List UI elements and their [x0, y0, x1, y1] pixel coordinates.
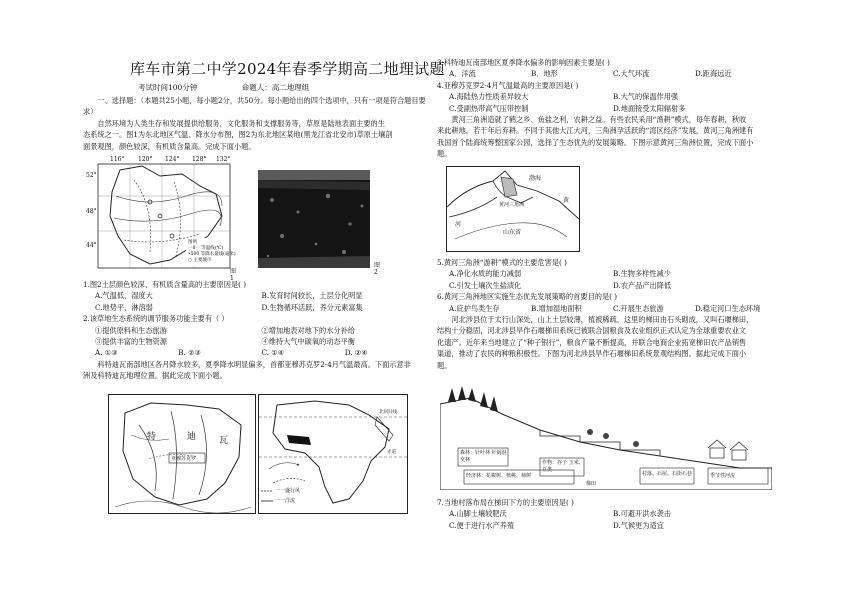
q2-stem: 2.该草地生态系统的调节服务功能主要有（ ）: [83, 314, 229, 324]
intro-3c: 我国首个陆海统筹整国家公园，选择了生态优先的发展策略。下图示意黄河三角洲位置，完成下面小: [437, 137, 754, 147]
page-title: 库车市第二中学2024年春季学期高二地理试题: [130, 60, 445, 78]
figure-5-terrace-diagram: [440, 384, 772, 490]
q2-option-a[interactable]: A. ①③: [95, 348, 118, 358]
q4-stem: 4.亚穆苏克罗2-4月气温最高的主要原因是( ): [437, 80, 579, 90]
q7-stem: 7.当地村落布局在梯田下方的主要原因是( ): [437, 498, 574, 507]
label-crops: 作物：谷子 玉米、豆类: [542, 460, 584, 473]
intro-4c: 化遗产。近年来当地建立了“种子银行”，粮食产量不断提高，并联合电商企业拓宽梯田农产品销售: [437, 337, 747, 347]
q3-option-a[interactable]: A．洋流: [449, 69, 476, 79]
intro-1c: 面景观图，颜色较深，有机质含量高。完成下面小题。: [83, 141, 256, 151]
lat-label-3: 44°: [86, 242, 97, 249]
q2-items: [83, 325, 428, 348]
fig1-legend: [188, 240, 236, 264]
intro-3a: 黄河三角洲造就了鹤之乡、鱼盐之利，农耕之益。有些农民采用“渔耕”模式，每年春耕，秋收: [451, 115, 747, 125]
label-wa: 瓦: [219, 436, 229, 446]
q3-option-c[interactable]: C.大气环流: [613, 69, 650, 79]
fig2-caption: 图2: [374, 262, 381, 276]
legend-title: 图例: [188, 240, 197, 245]
label-tropic: 北回归线: [379, 410, 397, 415]
q2-item-1: ①提供原料和生态旅游: [95, 325, 167, 335]
exam-meta: [138, 82, 351, 93]
lon-label-4: 128°: [192, 156, 207, 163]
q5-option-d[interactable]: D.农产品产出降低: [613, 280, 672, 290]
label-yamoussoukro: 亚穆苏克罗: [171, 456, 197, 462]
legend-isotherm: 一8一 等温线(℃): [188, 246, 224, 251]
q2-item-2: ②增加地表对地下的水分补给: [261, 325, 355, 335]
intro-1: 自然环境为人类生存和发展提供给服务，文化服务和支撑服务等，草原是陆地表面主要的生: [97, 118, 385, 128]
lat-label-2: 48°: [86, 208, 97, 215]
q7-option-a[interactable]: A.山脚土壤较肥沃: [449, 509, 507, 519]
lon-label-2: 120°: [138, 156, 153, 163]
q7-option-d[interactable]: D.气候更为适宜: [613, 520, 664, 530]
q7-option-c[interactable]: C.便于进行水产养殖: [449, 520, 515, 530]
figure-2-soil-photo: [258, 170, 381, 276]
q2-option-b[interactable]: B. ②③: [178, 348, 201, 358]
q1-options: [83, 290, 428, 313]
label-he: 河: [455, 221, 462, 228]
q1-option-c[interactable]: C.地势平、淋溶弱: [95, 302, 153, 312]
q5-option-a[interactable]: A.净化水质的能力减弱: [449, 269, 522, 279]
q6-option-b[interactable]: B.增加湿地面积: [531, 303, 582, 313]
q4-option-d[interactable]: D.地面接受太阳辐射多: [613, 103, 686, 113]
figure-4-delta-map: [446, 166, 580, 252]
q3-option-d[interactable]: D.距海远近: [695, 69, 732, 79]
q4-option-c[interactable]: C.受副热带高气压带控制: [449, 103, 529, 113]
legend-current: 一一洋流: [275, 498, 296, 504]
q7-options: [437, 508, 777, 531]
q2-option-d[interactable]: D. ②④: [344, 348, 368, 358]
label-river: 季节性河流: [710, 473, 736, 479]
label-terrace: 梯田: [586, 481, 597, 487]
label-te: 特: [147, 432, 157, 442]
lon-label-3: 124°: [165, 156, 180, 163]
intro-4e: 题。: [437, 360, 452, 370]
intro-4a: 河北涉县位于太行山深处，山上土层较薄，植被稀疏，这里的梯田由石头砌成，又叫石堰梯田，: [451, 315, 754, 325]
q6-option-a[interactable]: A.庇护鸟类生存: [449, 303, 500, 313]
left-column: [83, 95, 428, 152]
q2-item-3: ③提供丰富的生物资源: [95, 337, 167, 347]
label-huang: 黄: [563, 197, 570, 204]
q6-stem: 6.黄河三角洲地区实施生态优先发展策略的首要目的是( ): [437, 292, 618, 302]
q1-option-b[interactable]: B.发育时间较长，土层分化明显: [261, 291, 363, 301]
q7-option-b[interactable]: B.可避开洪水袭击: [613, 509, 671, 519]
q6-options: [437, 303, 777, 314]
q4-option-a[interactable]: A.海陆热力性质差异较大: [449, 92, 529, 102]
left-questions-1-2: [83, 279, 428, 382]
right-column-middle: [437, 257, 777, 371]
q5-stem: 5.黄河三角洲“游耕”模式的主要危害是( ): [437, 258, 567, 267]
intro-1b: 态系统之一。图1为东北地区气温、降水分布图，图2为东北地区某地(黑龙江省北安市)草原土壤剖: [83, 130, 393, 140]
q6-option-c[interactable]: C.开展生态旅游: [613, 303, 664, 313]
label-shandong: 山东省: [503, 229, 522, 236]
q4-options: [437, 91, 777, 114]
label-economic-forest: 经济林：花椒树、核桃、柿树: [466, 473, 532, 479]
fig1-caption: 图1: [230, 268, 237, 282]
intro-3d: 题。: [437, 149, 452, 159]
q6-option-d[interactable]: D.稳定河口生态环境: [695, 303, 761, 313]
q2-item-4: ④维持大气中碳氧的动态平衡: [261, 337, 355, 347]
figure-3-africa-map: [258, 394, 408, 514]
label-equator: 赤道: [387, 450, 396, 455]
q5-options: [437, 268, 777, 291]
label-village: 村落、石屋、石街石巷: [642, 471, 693, 477]
q3-options: [437, 68, 777, 79]
figure-1-map: [86, 156, 238, 282]
intro-2b: 洲及科特迪瓦地理位置。据此完成下面小题。: [83, 371, 227, 381]
intro-3b: 来此耕地，若干年后弃耕。不同于其他大江大河，三角洲孕活跃的“湾区经济”发展，黄河三角洲建有: [437, 126, 754, 136]
right-column-bottom: [437, 497, 777, 531]
label-bohai: 渤海: [529, 175, 542, 182]
q5-option-c[interactable]: C.引发土壤次生盐渍化: [449, 280, 522, 290]
q4-option-b[interactable]: B.大气的保温作用强: [613, 92, 679, 102]
intro-2a: 科特迪瓦南部地区各月降水较多，夏季降水明显偏多，首都亚穆苏克罗2-4月气温最高。下面示意非: [97, 359, 411, 369]
q1-option-d[interactable]: D.生物循环活跃，养分元素富集: [261, 302, 363, 312]
intro-4d: 渠道，推动了农民的种粮积极性。下图为河北涉县旱作石堰梯田系统景观结构图。据此完成下面小: [437, 349, 747, 359]
label-forest: 森林：针叶林 针阔混交林: [460, 450, 507, 463]
lon-label-5: 132°: [216, 156, 231, 163]
legend-city: ○ 主要城市: [188, 258, 212, 263]
q5-option-b[interactable]: B.生物多样性减少: [613, 269, 671, 279]
lon-label-1: 116°: [110, 156, 125, 163]
label-delta: 黄河三角洲: [499, 202, 525, 208]
exam-time: 考试时间100分钟: [138, 83, 198, 92]
legend-isohyet: •500 等降水量线(毫米): [188, 252, 236, 257]
q2-option-c[interactable]: C. ①④: [261, 348, 285, 358]
q1-option-a[interactable]: A.气温低、湿度大: [95, 291, 153, 301]
legend-wind: 一一盛行风: [275, 488, 301, 494]
intro-4b: 结构十分稳固，河北涉县旱作石堰梯田系统已被联合国粮食及农业组织正式认定为全球重要农业文: [437, 326, 747, 336]
label-di: 迪: [187, 432, 197, 442]
section-heading: 一、选择题：（本题共25小题，每小题2分，共50分。每小题给出的四个选项中，只有一项是符合题目要求）: [83, 96, 426, 117]
q3-stem: 3.科特迪瓦南部地区夏季降水偏多的影响因素主要是( ): [437, 58, 610, 67]
right-column-top: [437, 57, 777, 160]
figure-3-cote-divoire-map: [108, 394, 256, 514]
q2-options: [83, 347, 428, 358]
q3-option-b[interactable]: B．地形: [531, 69, 558, 79]
lat-label-1: 52°: [86, 172, 97, 179]
exam-author: 命题人：高二地理组: [241, 83, 310, 92]
q1-stem: 1.图2土层颜色较深、有机质含量高的主要原因是( ): [83, 280, 247, 289]
